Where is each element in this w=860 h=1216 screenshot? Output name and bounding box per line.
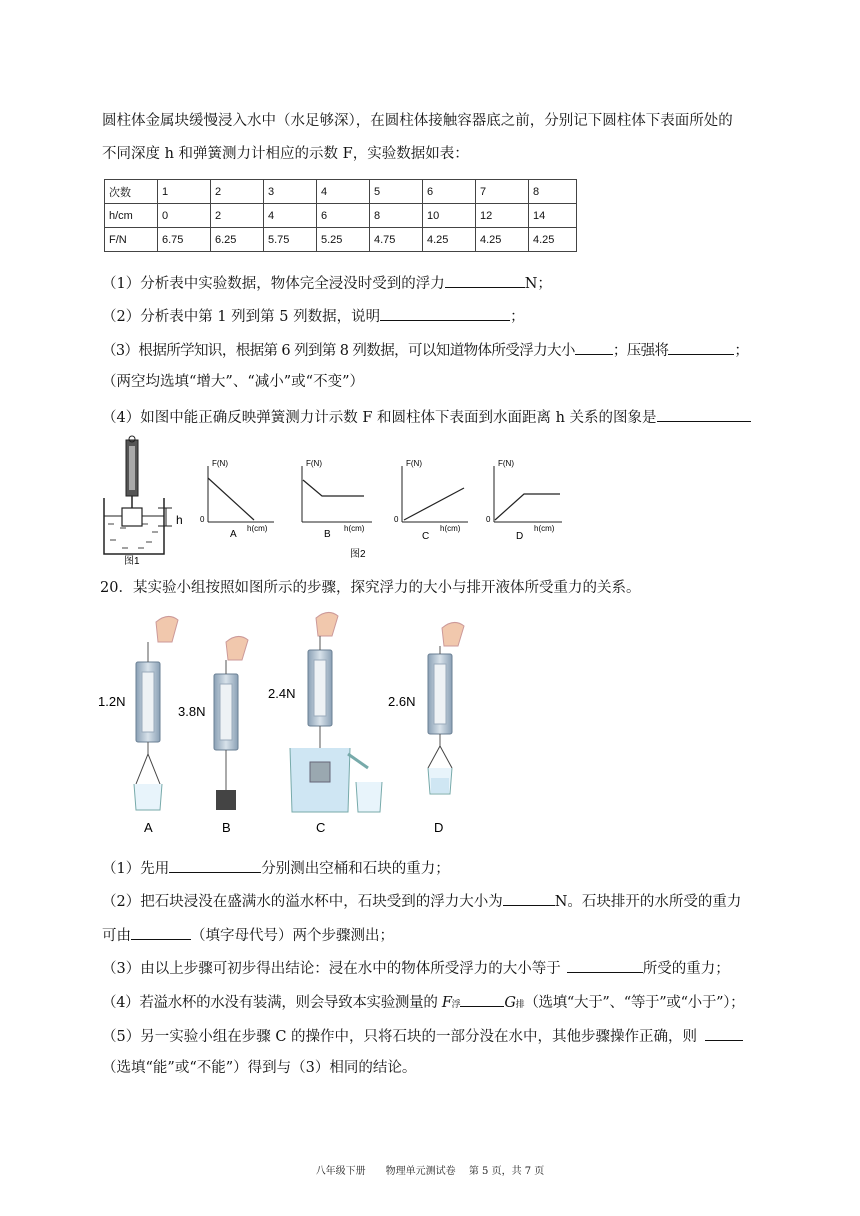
graph-label: A xyxy=(230,529,237,540)
data-table xyxy=(104,179,577,252)
q20-part-5 xyxy=(102,1025,762,1047)
symbol-G: G xyxy=(504,995,516,1011)
q19-part-3 xyxy=(102,339,762,361)
q20-text: （5）另一实验小组在步骤 C 的操作中，只将石块的一部分没在水中，其他步骤操作正确，则 xyxy=(102,1029,698,1045)
figure-1-2 xyxy=(96,436,555,567)
answer-blank[interactable] xyxy=(657,406,751,422)
table-cell: 6.75 xyxy=(158,228,211,252)
intro-line-1: 圆柱体金属块缓慢浸入水中（水足够深），在圆柱体接触容器底之前，分别记下圆柱体下表面所处的 xyxy=(102,113,733,129)
graph-label: D xyxy=(516,531,524,542)
q19-part-4 xyxy=(102,406,762,428)
step-label: D xyxy=(434,820,444,835)
q20-part-2b xyxy=(102,924,762,946)
fig2-caption: 图2 xyxy=(350,549,366,560)
q20-title: 20．某实验小组按照如图所示的步骤，探究浮力的大小与排开液体所受重力的关系。 xyxy=(100,580,641,596)
hand-icon xyxy=(226,636,248,660)
table-cell: 4.25 xyxy=(529,228,577,252)
axis-label-y: F(N) xyxy=(306,459,322,468)
answer-blank[interactable] xyxy=(503,890,555,906)
axis-label-x: h(cm) xyxy=(344,524,365,533)
origin-label: 0 xyxy=(486,515,491,524)
q20-part-3 xyxy=(102,957,762,979)
table-row xyxy=(105,228,577,252)
stone-block-icon xyxy=(216,790,236,810)
hand-icon xyxy=(316,612,338,636)
axis-label-x: h(cm) xyxy=(440,524,461,533)
q19-text: ； xyxy=(734,343,749,359)
fig1-caption: 图1 xyxy=(124,556,140,567)
q19-text: ；压强将 xyxy=(612,343,669,359)
answer-blank[interactable] xyxy=(705,1025,743,1041)
q20-text: （1）先用 xyxy=(102,861,170,877)
table-cell: 7 xyxy=(476,180,529,204)
reading-label: 2.6N xyxy=(388,694,416,709)
table-cell: 8 xyxy=(529,180,577,204)
step-B xyxy=(178,636,248,835)
answer-blank[interactable] xyxy=(460,991,504,1007)
graph-D xyxy=(486,459,562,542)
table-cell: h/cm xyxy=(105,204,158,228)
reading-label: 2.4N xyxy=(268,686,296,701)
symbol-F: F xyxy=(441,995,452,1011)
q20-text: （4）若溢水杯的水没有装满，则会导致本实验测量的 xyxy=(102,995,442,1011)
answer-blank[interactable] xyxy=(575,339,613,355)
step-label: C xyxy=(316,820,326,835)
table-cell: 6 xyxy=(423,180,476,204)
table-cell: 5 xyxy=(370,180,423,204)
hand-icon xyxy=(156,616,178,642)
table-cell: F/N xyxy=(105,228,158,252)
table-cell: 2 xyxy=(211,204,264,228)
table-cell: 4.25 xyxy=(423,228,476,252)
intro-line-2: 不同深度 h 和弹簧测力计相应的示数 F，实验数据如表： xyxy=(102,146,469,162)
symbol-F-sub: 浮 xyxy=(451,1000,461,1010)
reading-label: 3.8N xyxy=(178,704,206,719)
q20-part-4 xyxy=(102,991,762,1015)
table-cell: 4 xyxy=(317,180,370,204)
table-cell: 2 xyxy=(211,180,264,204)
table-row xyxy=(105,204,577,228)
answer-blank[interactable] xyxy=(380,305,510,321)
table-cell: 5.25 xyxy=(317,228,370,252)
table-cell: 3 xyxy=(264,180,317,204)
graph-label: C xyxy=(422,531,430,542)
step-D xyxy=(388,622,464,835)
figure-3 xyxy=(96,612,516,840)
q20-text: （2）把石块浸没在盛满水的溢水杯中，石块受到的浮力大小为 xyxy=(102,894,503,910)
q19-part-2 xyxy=(102,305,762,327)
table-cell: 4.25 xyxy=(476,228,529,252)
q19-part-1 xyxy=(102,272,762,294)
table-cell: 0 xyxy=(158,204,211,228)
q20-part-1 xyxy=(102,857,762,879)
table-row xyxy=(105,180,577,204)
step-A xyxy=(98,616,178,835)
q19-part-3-hint: （两空均选填“增大”、“减小”或“不变”） xyxy=(102,374,364,390)
symbol-G-sub: 排 xyxy=(515,1000,525,1010)
table-cell: 6.25 xyxy=(211,228,264,252)
q19-text: （1）分析表中实验数据，物体完全浸没时受到的浮力 xyxy=(102,276,445,292)
table-cell: 4 xyxy=(264,204,317,228)
q19-text: （3）根据所学知识，根据第 6 列到第 8 列数据，可以知道物体所受浮力大小 xyxy=(102,343,575,359)
axis-label-x: h(cm) xyxy=(247,524,268,533)
q20-text: （选填“大于”、“等于”或“小于”）； xyxy=(524,995,745,1011)
axis-label-y: F(N) xyxy=(406,459,422,468)
depth-label: h xyxy=(176,513,183,527)
table-cell: 12 xyxy=(476,204,529,228)
graph-label: B xyxy=(324,529,331,540)
answer-blank[interactable] xyxy=(131,924,191,940)
table-cell: 8 xyxy=(370,204,423,228)
q19-text: N； xyxy=(524,276,552,292)
reading-label: 1.2N xyxy=(98,694,126,709)
hand-icon xyxy=(442,622,464,646)
graph-A xyxy=(200,459,274,540)
answer-blank[interactable] xyxy=(668,339,734,355)
axis-label-y: F(N) xyxy=(212,459,228,468)
step-label: A xyxy=(144,820,153,835)
q20-part-5b: （选填“能”或“不能”）得到与（3）相同的结论。 xyxy=(102,1060,417,1076)
graph-B xyxy=(302,459,372,540)
axis-label-y: F(N) xyxy=(498,459,514,468)
q20-text: 所受的重力； xyxy=(642,961,730,977)
answer-blank[interactable] xyxy=(445,272,525,288)
origin-label: 0 xyxy=(200,515,205,524)
table-cell: 1 xyxy=(158,180,211,204)
q19-text: ； xyxy=(510,309,525,325)
q20-text: N。石块排开的水所受的重力 xyxy=(554,894,742,910)
table-cell: 14 xyxy=(529,204,577,228)
table-cell: 10 xyxy=(423,204,476,228)
step-C xyxy=(268,612,382,835)
cylinder-block-icon xyxy=(122,508,142,526)
step-label: B xyxy=(222,820,231,835)
table-cell: 4.75 xyxy=(370,228,423,252)
q20-part-2 xyxy=(102,890,762,912)
q19-text: （2）分析表中第 1 列到第 5 列数据，说明 xyxy=(102,309,381,325)
q20-text: 分别测出空桶和石块的重力； xyxy=(261,861,450,877)
table-cell: 6 xyxy=(317,204,370,228)
q20-text: 可由 xyxy=(102,928,131,944)
answer-blank[interactable] xyxy=(169,857,261,873)
table-cell: 次数 xyxy=(105,180,158,204)
q20-text: （3）由以上步骤可初步得出结论：浸在水中的物体所受浮力的大小等于 xyxy=(102,961,561,977)
answer-blank[interactable] xyxy=(567,957,643,973)
axis-label-x: h(cm) xyxy=(534,524,555,533)
graph-C xyxy=(394,459,468,542)
origin-label: 0 xyxy=(394,515,399,524)
q20-text: （填字母代号）两个步骤测出； xyxy=(191,928,394,944)
page-footer: 八年级下册 物理单元测试卷 第 5 页，共 7 页 xyxy=(315,1166,545,1177)
q19-text: （4）如图中能正确反映弹簧测力计示数 F 和圆柱体下表面到水面距离 h 关系的图象是 xyxy=(102,410,657,426)
table-cell: 5.75 xyxy=(264,228,317,252)
